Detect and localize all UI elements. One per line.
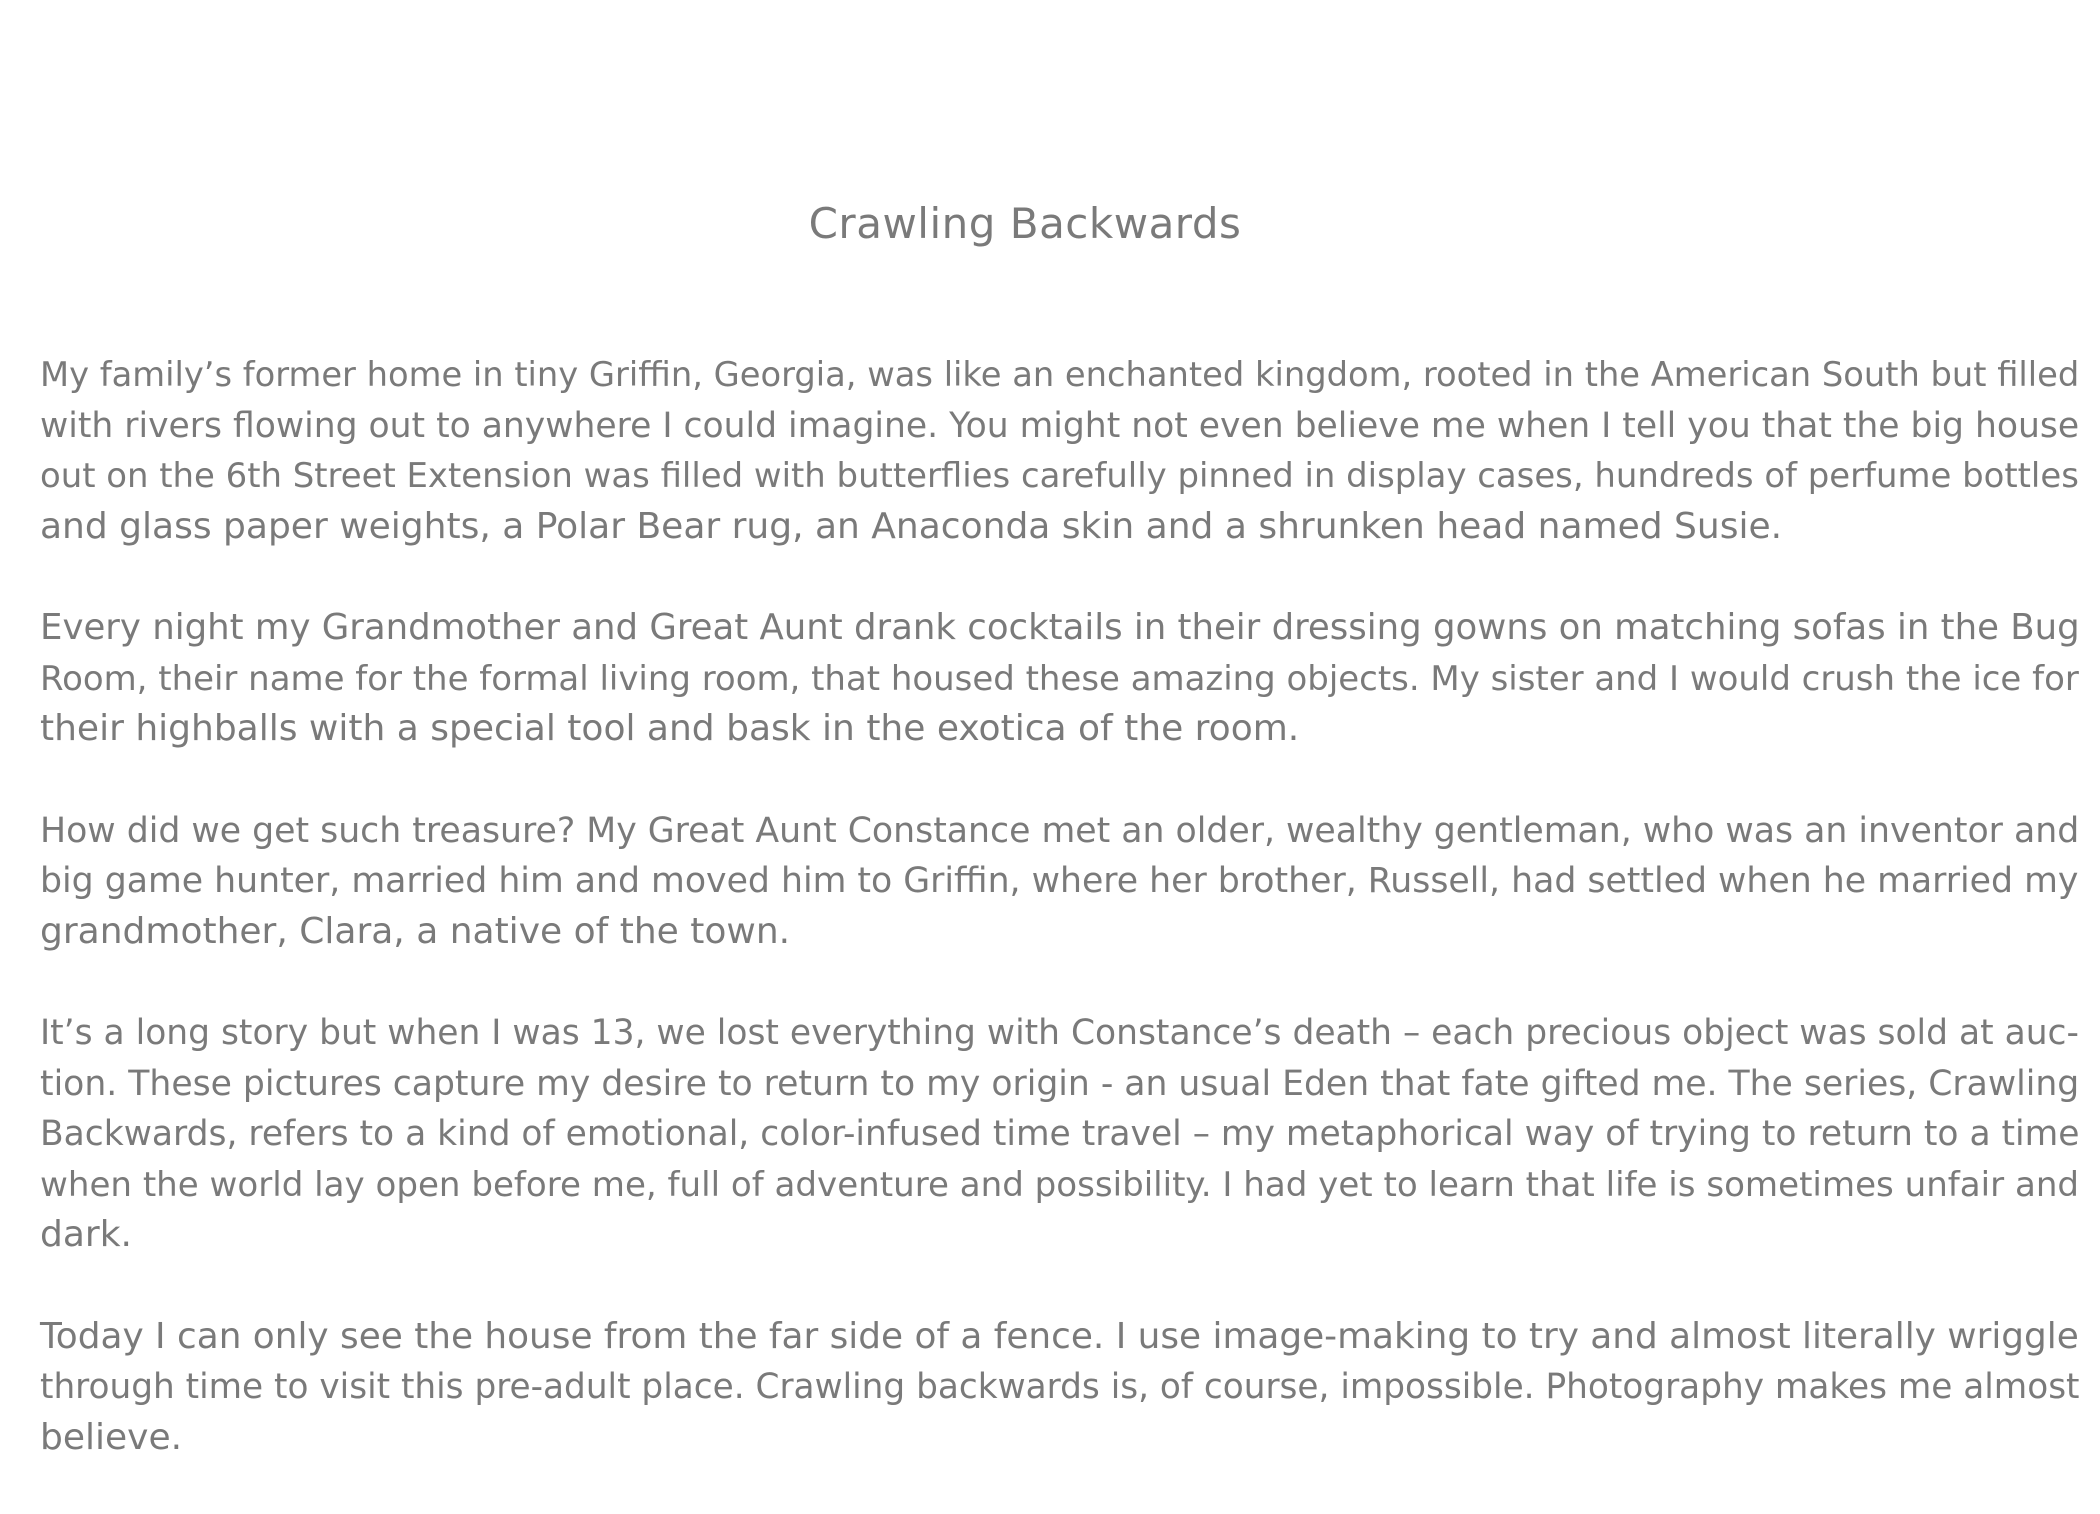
paragraph-1: [40, 350, 2080, 552]
paragraph-line: How did we get such treasure? My Great Aunt Constance met an older, wealthy gentleman, who was an inventor and: [40, 810, 2080, 851]
paragraph-line: their highballs with a special tool and bask in the exotica of the room.: [40, 708, 1300, 749]
paragraph-line: with rivers flowing out to anywhere I could imagine. You might not even believe me when I tell you that the big house: [40, 405, 2080, 446]
paragraph-line: Every night my Grandmother and Great Aunt drank cocktails in their dressing gowns on matching sofas in the Bug: [40, 607, 2080, 648]
paragraph-line: believe.: [40, 1416, 183, 1458]
paragraph-line: through time to visit this pre-adult place. Crawling backwards is, of course, impossible. Photography makes me almost: [40, 1367, 2080, 1407]
paragraph-line: Room, their name for the formal living room, that housed these amazing objects. My sister and I would crush the ice for: [40, 658, 2079, 699]
paragraph-4: [40, 1008, 2080, 1261]
paragraph-5: [40, 1312, 2080, 1464]
page-title: Crawling Backwards: [808, 199, 1242, 248]
paragraph-line: grandmother, Clara, a native of the town.: [40, 910, 791, 952]
paragraph-line: and glass paper weights, a Polar Bear rug, an Anaconda skin and a shrunken head named Susie.: [40, 505, 1783, 547]
paragraph-line: It’s a long story but when I was 13, we lost everything with Constance’s death – each precious object was sold at auc-: [40, 1013, 2079, 1053]
paragraph-line: Today I can only see the house from the far side of a fence. I use image-making to try and almost literally wriggle: [40, 1315, 2079, 1357]
paragraph-3: [40, 806, 2080, 958]
paragraph-line: tion. These pictures capture my desire to return to my origin - an usual Eden that fate gifted me. The series, Crawling: [40, 1063, 2080, 1104]
body-text: [40, 350, 2080, 1514]
paragraph-line: big game hunter, married him and moved him to Griffin, where her brother, Russell, had settled when he married my: [40, 861, 2079, 901]
paragraph-line: My family’s former home in tiny Griffin, Georgia, was like an enchanted kingdom, rooted in the American South but filled: [40, 355, 2080, 394]
paragraph-line: dark.: [40, 1214, 133, 1255]
paragraph-line: out on the 6th Street Extension was filled with butterflies carefully pinned in display cases, hundreds of perfume bottles: [40, 456, 2079, 495]
paragraph-line: when the world lay open before me, full of adventure and possibility. I had yet to learn that life is sometimes unfair and: [40, 1164, 2080, 1205]
paragraph-line: Backwards, refers to a kind of emotional, color-infused time travel – my metaphorical way of trying to return to a time: [40, 1114, 2080, 1154]
paragraph-2: [40, 603, 2080, 755]
